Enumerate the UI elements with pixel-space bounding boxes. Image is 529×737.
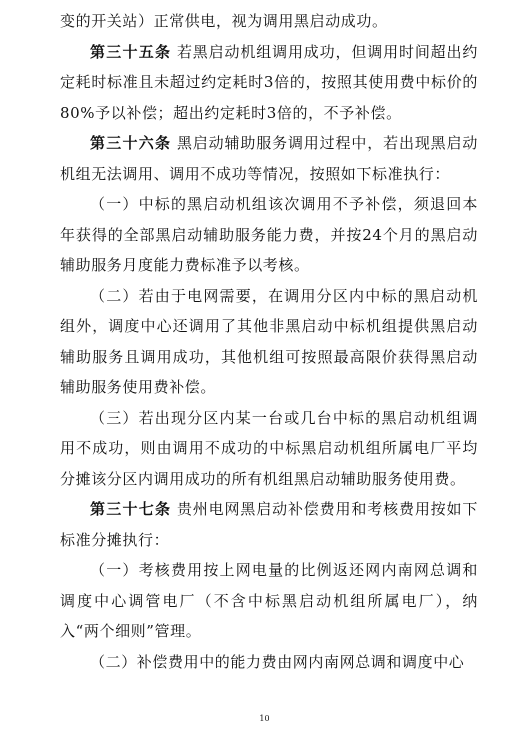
paragraph — [60, 555, 478, 647]
page-number: 10 — [259, 714, 270, 723]
paragraph — [60, 128, 478, 189]
paragraph-text: 变的开关站）正常供电，视为调用黑启动成功。 — [60, 12, 388, 30]
paragraph-text: 若黑启动机组调用成功，但调用时间超出约定耗时标准且未超过约定耗时3倍的，按照其使用费中标价的80%予以补偿；超出约定耗时3倍的，不予补偿。 — [60, 42, 478, 122]
paragraph-text: 黑启动辅助服务调用过程中，若出现黑启动机组无法调用、调用不成功等情况，按照如下标准执行： — [60, 134, 478, 183]
paragraph-text: （三）若出现分区内某一台或几台中标的黑启动机组调用不成功，则由调用不成功的中标黑启动机组所属电厂平均分摊该分区内调用成功的所有机组黑启动辅助服务使用费。 — [60, 408, 478, 488]
paragraph-text: （一）考核费用按上网电量的比例返还网内南网总调和调度中心调管电厂（不含中标黑启动机组所属电厂），纳入“两个细则”管理。 — [60, 561, 478, 640]
document-body — [60, 6, 478, 677]
paragraph — [60, 6, 478, 37]
article-heading: 第三十七条 — [90, 500, 172, 518]
paragraph — [60, 281, 478, 403]
article-heading: 第三十五条 — [90, 42, 172, 61]
paragraph — [60, 647, 478, 678]
paragraph — [60, 189, 478, 281]
article-heading: 第三十六条 — [90, 134, 172, 152]
paragraph-text: （二）若由于电网需要，在调用分区内中标的黑启动机组外，调度中心还调用了其他非黑启动中标机组提供黑启动辅助服务且调用成功，其他机组可按照最高限价获得黑启动辅助服务使用费补偿。 — [60, 286, 478, 396]
paragraph-text: （一）中标的黑启动机组该次调用不予补偿，须退回本年获得的全部黑启动辅助服务能力费，并按24个月的黑启动辅助服务月度能力费标准予以考核。 — [60, 195, 478, 274]
paragraph-text: （二）补偿费用中的能力费由网内南网总调和调度中心 — [90, 652, 465, 671]
paragraph-text: 贵州电网黑启动补偿费用和考核费用按如下标准分摊执行： — [60, 500, 478, 549]
paragraph — [60, 403, 478, 495]
paragraph — [60, 494, 478, 555]
paragraph — [60, 37, 478, 129]
